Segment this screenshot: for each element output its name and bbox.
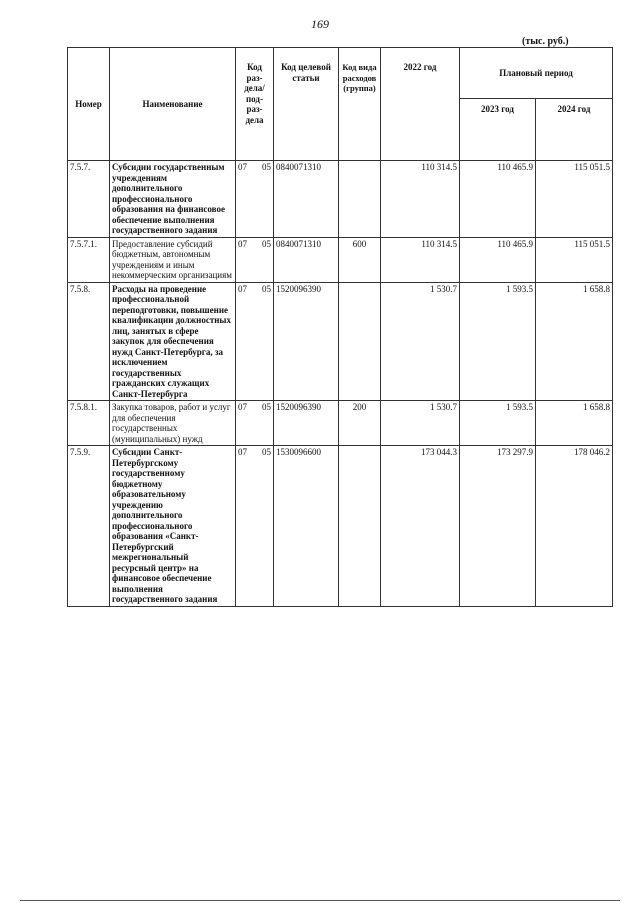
row-target-code: 1530096600 (274, 446, 339, 607)
row-value-2024: 115 051.5 (536, 161, 613, 238)
subsection-code: 05 (262, 447, 271, 457)
row-expense-code (339, 161, 381, 238)
row-name: Субсидии государственным учреждениям дополнительного профессионального образования на финансовое обеспечение выполнения государственного задания (110, 161, 236, 238)
table-row (68, 237, 613, 282)
section-code: 07 (238, 283, 247, 294)
row-value-2024: 1 658.8 (536, 282, 613, 401)
row-expense-code: 200 (339, 401, 381, 446)
page-bottom-rule (20, 900, 620, 901)
table-row (68, 161, 613, 238)
budget-table (67, 47, 613, 607)
header-section-code: Код раз-дела/ под-раз-дела (236, 48, 274, 161)
table-row (68, 401, 613, 446)
header-planned-period: Плановый период (460, 48, 613, 99)
row-name: Предоставление субсидий бюджетным, автономным учреждениям и иным некоммерческим организациям (110, 237, 236, 282)
row-expense-code (339, 446, 381, 607)
row-number: 7.5.7.1. (68, 237, 110, 282)
row-value-2023: 1 593.5 (460, 401, 536, 446)
table-row (68, 282, 613, 401)
row-expense-code (339, 282, 381, 401)
row-target-code: 1520096390 (274, 282, 339, 401)
row-target-code: 0840071310 (274, 237, 339, 282)
row-value-2023: 110 465.9 (460, 237, 536, 282)
subsection-code: 05 (262, 283, 271, 294)
row-value-2024: 115 051.5 (536, 237, 613, 282)
row-value-2024: 178 046.2 (536, 446, 613, 607)
row-number: 7.5.7. (68, 161, 110, 238)
header-year-2024: 2024 год (536, 99, 613, 161)
row-value-2022: 110 314.5 (381, 161, 460, 238)
row-number: 7.5.8.1. (68, 401, 110, 446)
row-value-2023: 1 593.5 (460, 282, 536, 401)
row-section (236, 446, 274, 607)
row-number: 7.5.8. (68, 282, 110, 401)
subsection-code: 05 (262, 162, 271, 172)
table-row (68, 446, 613, 607)
section-code: 07 (238, 162, 247, 172)
row-section (236, 282, 274, 401)
header-expense-code: Код вида расходов (группа) (339, 48, 381, 161)
row-value-2023: 110 465.9 (460, 161, 536, 238)
header-year-2023: 2023 год (460, 99, 536, 161)
section-code: 07 (238, 238, 247, 249)
row-value-2024: 1 658.8 (536, 401, 613, 446)
subsection-code: 05 (262, 238, 271, 249)
header-target-code: Код целевой статьи (274, 48, 339, 161)
section-code: 07 (238, 447, 247, 457)
row-name: Расходы на проведение профессиональной переподготовки, повышение квалификации должностных лиц, занятых в сфере закупок для обеспечения нужд Санкт-Петербурга, за исключением государственных гражданских служащих Санкт-Петербурга (110, 282, 236, 401)
units-label: (тыс. руб.) (522, 36, 569, 47)
row-value-2023: 173 297.9 (460, 446, 536, 607)
row-section (236, 237, 274, 282)
header-number: Номер (68, 48, 110, 161)
row-value-2022: 110 314.5 (381, 237, 460, 282)
row-value-2022: 1 530.7 (381, 401, 460, 446)
row-expense-code: 600 (339, 237, 381, 282)
row-number: 7.5.9. (68, 446, 110, 607)
row-name: Закупка товаров, работ и услуг для обеспечения государственных (муниципальных) нужд (110, 401, 236, 446)
row-name: Субсидии Санкт-Петербургскому государственному бюджетному образовательному учреждению дополнительного профессионального образования «Санкт-Петербургский межрегиональный ресурсный центр» на финансовое обеспечение выполнения государственного задания (110, 446, 236, 607)
section-code: 07 (238, 402, 247, 412)
row-value-2022: 173 044.3 (381, 446, 460, 607)
row-section (236, 161, 274, 238)
row-target-code: 1520096390 (274, 401, 339, 446)
header-year-2022: 2022 год (381, 48, 460, 161)
header-name: Наименование (110, 48, 236, 161)
page-number: 169 (311, 17, 329, 31)
subsection-code: 05 (262, 402, 271, 412)
row-target-code: 0840071310 (274, 161, 339, 238)
row-section (236, 401, 274, 446)
row-value-2022: 1 530.7 (381, 282, 460, 401)
